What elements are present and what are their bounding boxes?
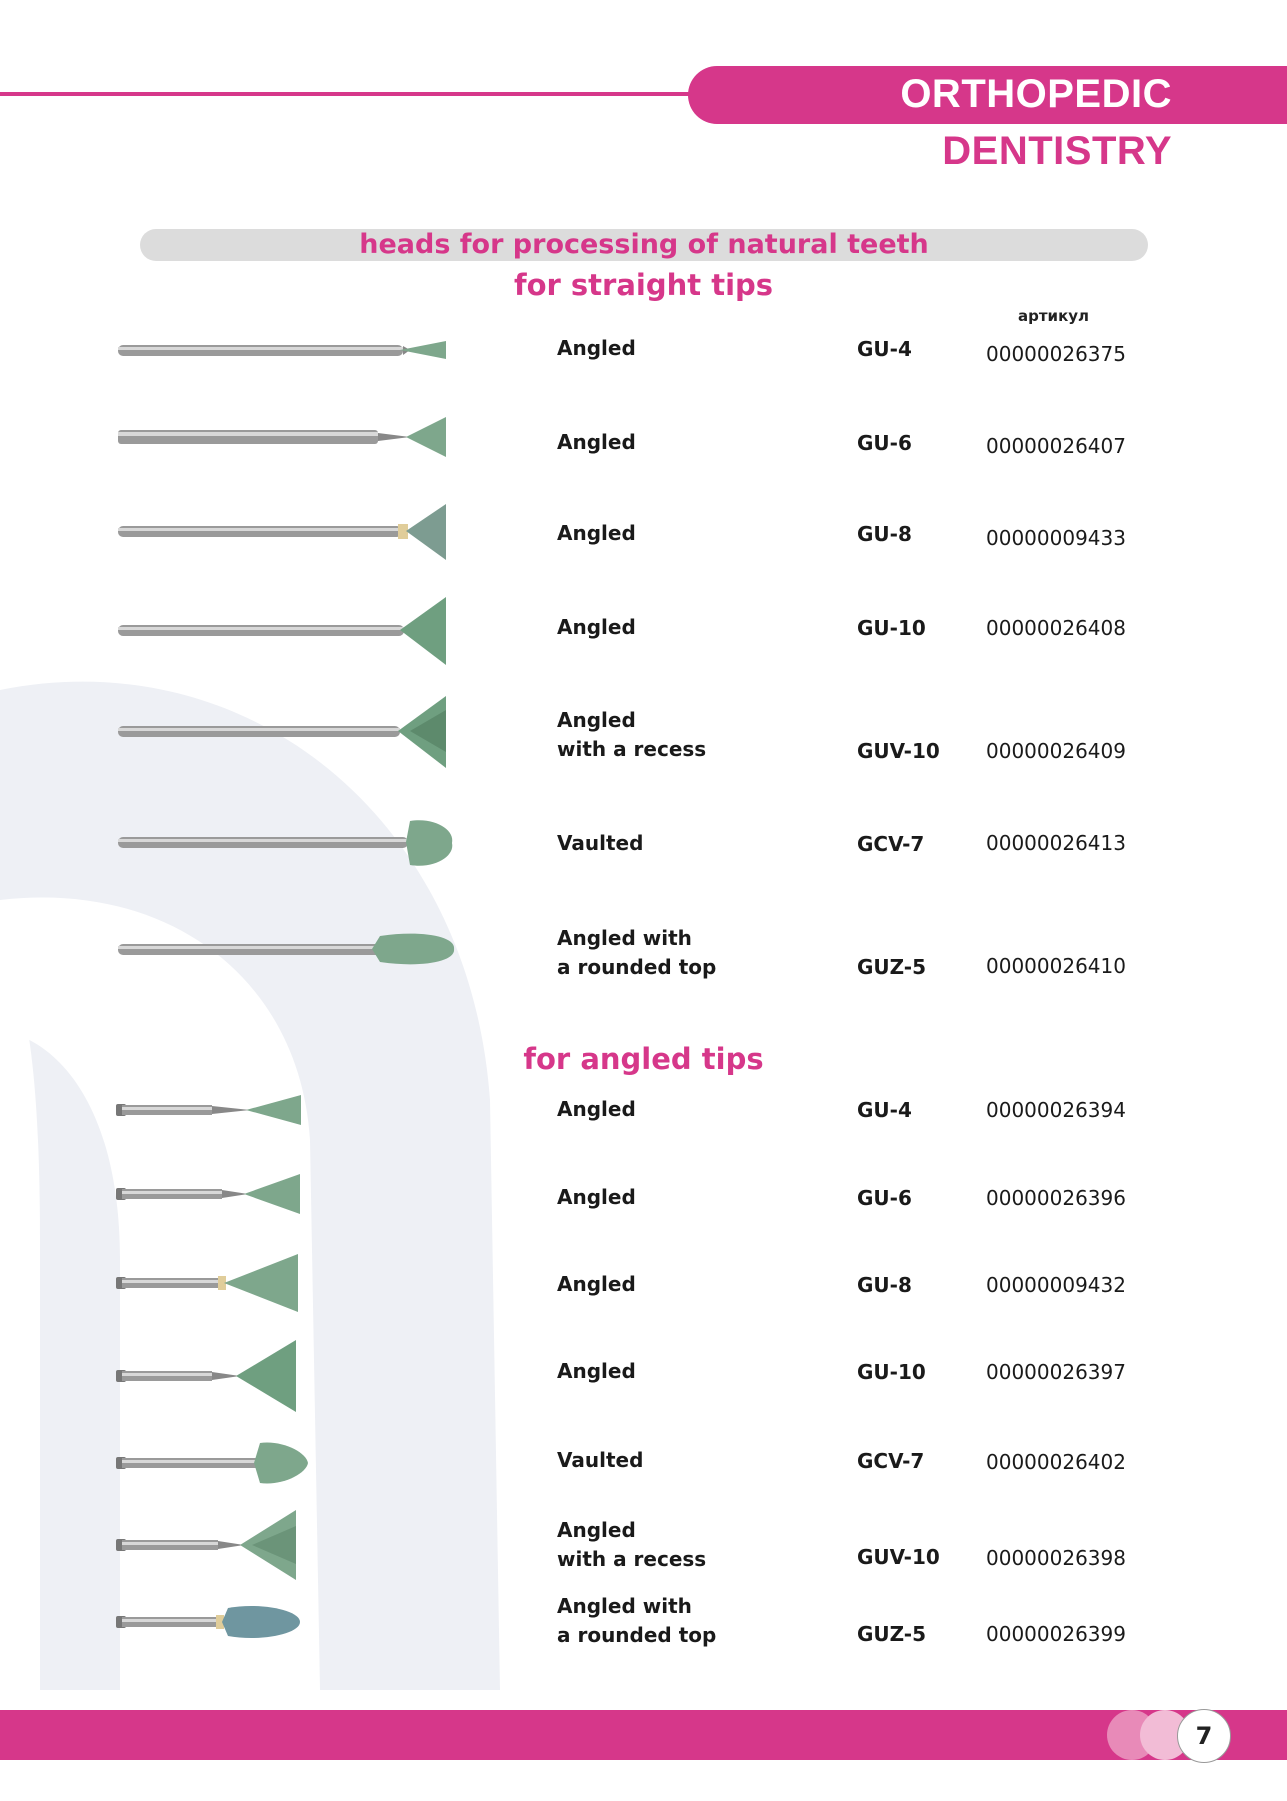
product-description: Vaulted <box>557 1448 644 1472</box>
product-article: 00000026407 <box>986 434 1126 458</box>
angled-small-icon <box>110 1092 310 1128</box>
product-article: 00000009433 <box>986 526 1126 550</box>
product-article: 00000026375 <box>986 342 1126 366</box>
vaulted-icon <box>110 815 470 871</box>
article-column-header: артикул <box>1018 307 1090 325</box>
product-description: Angled <box>557 1185 636 1209</box>
product-code: GCV-7 <box>857 1449 925 1473</box>
product-description: Angled with a rounded top <box>557 926 717 979</box>
product-code: GU-4 <box>857 337 912 361</box>
product-code: GU-10 <box>857 616 926 640</box>
angled-tips-title: for angled tips <box>523 1042 764 1076</box>
angled-recess-icon <box>110 1508 310 1582</box>
product-code: GU-8 <box>857 522 912 546</box>
product-code: GU-4 <box>857 1098 912 1122</box>
straight-tips-title: for straight tips <box>513 268 774 302</box>
product-code: GUV-10 <box>857 739 940 763</box>
rounded-top-icon <box>110 1602 310 1642</box>
product-code: GCV-7 <box>857 832 925 856</box>
product-article: 00000026410 <box>986 954 1126 978</box>
vaulted-icon <box>110 1438 310 1488</box>
angled-medium-icon <box>110 412 470 462</box>
angled-xlarge-icon <box>110 1338 310 1414</box>
product-code: GU-6 <box>857 431 912 455</box>
product-article: 00000026397 <box>986 1360 1126 1384</box>
product-article: 00000026408 <box>986 616 1126 640</box>
product-article: 00000026398 <box>986 1546 1126 1570</box>
page-number: 7 <box>1177 1709 1231 1763</box>
product-article: 00000026394 <box>986 1098 1126 1122</box>
angled-recess-icon <box>110 694 470 770</box>
product-description: Angled <box>557 336 636 360</box>
angled-medium-icon <box>110 1172 310 1216</box>
product-code: GUZ-5 <box>857 1622 927 1646</box>
product-article: 00000026402 <box>986 1450 1126 1474</box>
angled-small-icon <box>110 330 470 370</box>
product-code: GU-8 <box>857 1273 912 1297</box>
product-article: 00000026396 <box>986 1186 1126 1210</box>
product-description: Angled with a recess <box>557 1518 707 1571</box>
product-article: 00000026409 <box>986 739 1126 763</box>
angled-xlarge-icon <box>110 595 470 667</box>
section-title: heads for processing of natural teeth <box>359 229 929 260</box>
product-description: Angled <box>557 1359 636 1383</box>
product-description: Angled <box>557 1272 636 1296</box>
angled-large-icon <box>110 1252 310 1314</box>
header-rule <box>0 92 700 96</box>
footer-bar <box>0 1710 1287 1760</box>
product-article: 00000026399 <box>986 1622 1126 1646</box>
product-code: GU-10 <box>857 1360 926 1384</box>
product-description: Vaulted <box>557 831 644 855</box>
angled-large-icon <box>110 502 470 562</box>
product-code: GUZ-5 <box>857 955 927 979</box>
product-description: Angled <box>557 1097 636 1121</box>
header-title-line1: ORTHOPEDIC <box>900 72 1172 116</box>
product-description: Angled with a recess <box>557 708 707 761</box>
product-description: Angled <box>557 615 636 639</box>
product-code: GUV-10 <box>857 1545 940 1569</box>
product-description: Angled <box>557 430 636 454</box>
product-article: 00000026413 <box>986 831 1126 855</box>
product-code: GU-6 <box>857 1186 912 1210</box>
product-description: Angled <box>557 521 636 545</box>
product-description: Angled with a rounded top <box>557 1594 717 1647</box>
product-article: 00000009432 <box>986 1273 1126 1297</box>
header-title-line2: DENTISTRY <box>942 129 1172 173</box>
rounded-top-icon <box>110 924 470 974</box>
